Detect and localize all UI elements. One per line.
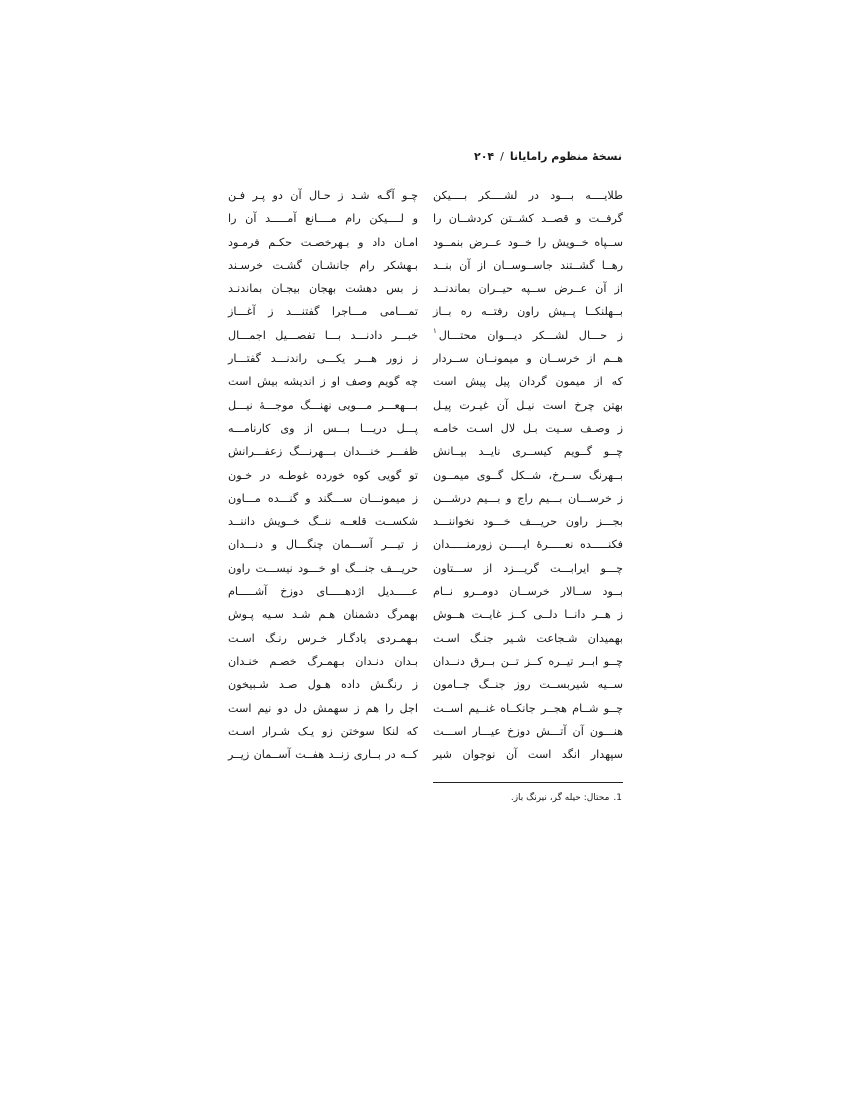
verse-text: ز میمونـــان ســـگند و گنـــده مـــاون <box>228 491 418 505</box>
verse-line <box>228 720 418 743</box>
verse-line <box>228 603 418 626</box>
verse-text: که لنکا سوختن زو یـک شـرار اسـت <box>228 724 418 738</box>
verse-text: چه گویم وصف او ز اندیشه بیش است <box>228 375 418 389</box>
verse-line <box>228 231 418 254</box>
verse-line <box>228 580 418 603</box>
verse-line <box>228 347 418 370</box>
verse-text: شکســت قلعــه ننــگ خــویش داننــد <box>228 515 418 529</box>
verse-text: که از میمون گردان پیل پیش است <box>433 375 623 389</box>
verse-text: حریـــف جنـــگ او خـــود نیســـت راون <box>228 561 418 575</box>
verse-text: ز وصـف سـیت بـل لال اسـت خامـه <box>433 421 623 435</box>
verse-text: ز رنگـش داده هـول صـد شـبیخون <box>228 678 418 692</box>
verse-line <box>228 743 418 766</box>
verse-text: بـهمـردی یادگـار خـرس رنـگ اسـت <box>228 631 418 645</box>
verse-text: تو گویی کوه خورده غوطـه در خـون <box>228 468 418 482</box>
verse-text: چــو شــام هجــر جانکــاه غنــیم اســت <box>433 701 623 715</box>
verse-line <box>228 254 418 277</box>
verse-text: کــه در بــاری زنــد هفــت آســمان زیــر <box>228 748 418 762</box>
verse-line <box>433 440 623 463</box>
verse-line <box>433 231 623 254</box>
footnote <box>511 793 622 803</box>
footnote-divider <box>433 782 623 783</box>
verse-text: ز هــر دانــا دلــی کــز غایــت هــوش <box>433 608 623 622</box>
verse-line <box>433 510 623 533</box>
verse-text: عـــــدیل اژدهـــــای دوزخ آشـــــام <box>228 585 418 599</box>
verse-text: ســیه شیربســت روز جنــگ جــامون <box>433 678 623 692</box>
verse-text: ظفـــر خنـــدان بـــهرنـــگ زعفـــرانش <box>228 445 418 459</box>
verse-line <box>433 650 623 673</box>
verse-text: ز حـــال لشـــکر دیـــوان محتـــال <box>438 328 623 342</box>
verse-line <box>433 673 623 696</box>
verse-line <box>228 417 418 440</box>
verse-line <box>433 487 623 510</box>
verse-line <box>228 464 418 487</box>
verse-text: ز بس دهشت بهجان بیجـان بماندنـد <box>228 282 418 296</box>
verse-line <box>433 464 623 487</box>
verse-text: امـان داد و بـهرخصـت حکـم فرمـود <box>228 235 418 249</box>
running-header <box>474 150 622 163</box>
verse-line <box>228 184 418 207</box>
verse-text: اجل را هم ز سهمش دل دو نیم است <box>228 701 418 715</box>
verse-line <box>228 394 418 417</box>
verse-text: خبـــر دادنـــد بـــا تفصـــیل اجمـــال <box>228 328 418 342</box>
verse-text: هــم از خرســان و میمونــان ســردار <box>433 352 623 366</box>
footnote-number: 1. <box>613 793 622 803</box>
book-title: نسخهٔ منظوم رامایانا <box>509 150 622 163</box>
verse-line <box>433 533 623 556</box>
verse-line <box>433 300 623 323</box>
verse-text: ســپاه خــویش را خــود عــرض بنمــود <box>433 235 623 249</box>
verse-line <box>433 417 623 440</box>
verse-line <box>228 207 418 230</box>
verse-text: بـهشکر رام جانشـان گشـت خرسـند <box>228 258 418 272</box>
verse-text: طلایــــه بـــود در لشــــکر بــــیکن <box>433 189 623 202</box>
verse-text: بهتن چرخ است نیـل آن غیـرت پیـل <box>433 398 623 412</box>
verse-text: پـــل دریـــا بـــس از وی کارنامـــه <box>228 421 418 435</box>
verse-line <box>433 627 623 650</box>
verse-text: فکنـــــده نعـــــرهٔ ایـــــن زورمنـــــدان <box>433 538 623 552</box>
verse-text: چـو آگـه شـد ز حـال آن دو پـر فـن <box>228 189 418 202</box>
verse-text: هنـــون آن آتـــش دوزخ عیـــار اســـت <box>433 724 623 738</box>
verse-text: از آن عــرض ســپه حیــران بماندنــد <box>433 282 623 296</box>
poem-column-right <box>433 184 623 766</box>
verse-text: بهمیدان شـجاعت شـیر جنـگ اسـت <box>433 631 623 645</box>
verse-line <box>433 603 623 626</box>
verse-text: گرفــت و قصــد کشــتن کردشــان را <box>433 212 623 226</box>
verse-text: ز زور هـــر یکـــی راندنـــد گفتـــار <box>228 352 418 366</box>
verse-text: بـــهعـــر مـــویی نهنـــگ موجـــهٔ نیـــل <box>228 398 418 412</box>
verse-line <box>228 510 418 533</box>
verse-line <box>433 184 623 207</box>
verse-text: بــود ســالار خرســان دومــرو نــام <box>433 585 623 599</box>
verse-text: بـدان دنـدان بـهمـرگ خصـم خنـدان <box>228 654 418 668</box>
footnote-text: محتال: حیله گر، نیرنگ باز. <box>510 793 610 803</box>
verse-line <box>433 277 623 300</box>
verse-line <box>433 697 623 720</box>
verse-line <box>228 487 418 510</box>
verse-line <box>228 673 418 696</box>
poem-column-left <box>228 184 418 766</box>
verse-line <box>228 557 418 580</box>
verse-text: بجـــز راون حریـــف خـــود نخواننـــد <box>433 515 623 529</box>
verse-text: و لــــیکن رام مــــانع آمـــــد آن را <box>228 212 418 226</box>
verse-line <box>228 370 418 393</box>
verse-line <box>228 300 418 323</box>
header-separator: / <box>500 150 504 163</box>
verse-line <box>228 533 418 556</box>
verse-line <box>433 580 623 603</box>
verse-line <box>433 254 623 277</box>
verse-line <box>433 557 623 580</box>
verse-line <box>433 394 623 417</box>
verse-line <box>228 697 418 720</box>
verse-text: ز تیـــر آســـمان چنگـــال و دنـــدان <box>228 538 418 552</box>
verse-line <box>228 650 418 673</box>
footnote-reference[interactable]: ۱ <box>433 326 437 335</box>
verse-line <box>433 347 623 370</box>
verse-line <box>228 627 418 650</box>
verse-line <box>433 324 623 347</box>
verse-text: تمـــامی مـــاجرا گفتنـــد ز آغـــاز <box>228 305 418 319</box>
verse-text: بــهرنگ ســرخ، شــکل گــوی میمــون <box>433 468 623 482</box>
verse-text: چـــو ایرابـــت گریـــزد از ســـتاون <box>433 561 623 575</box>
verse-line <box>228 277 418 300</box>
verse-text: بهمرگ دشمنان هـم شـد سـیه پـوش <box>228 608 418 622</box>
verse-text: رهــا گشــتند جاســوســان از آن بنــد <box>433 258 623 272</box>
page-number: ۲۰۴ <box>474 150 495 163</box>
verse-line <box>433 743 623 766</box>
verse-line <box>228 324 418 347</box>
verse-line <box>433 370 623 393</box>
verse-text: چــو گــویم کیســری نایــد بیــانش <box>433 445 623 459</box>
verse-line <box>433 720 623 743</box>
verse-text: بــهلنکــا پــیش راون رفتــه ره بــاز <box>433 305 623 319</box>
verse-line <box>433 207 623 230</box>
verse-line <box>228 440 418 463</box>
verse-text: ز خرســـان بـــیم راج و بـــیم درشـــن <box>433 491 623 505</box>
verse-text: سپهدار انگد است آن نوجوان شیر <box>433 748 623 762</box>
verse-text: چــو ابــر تیــره کــز تــن بــرق دنــدان <box>433 654 623 668</box>
